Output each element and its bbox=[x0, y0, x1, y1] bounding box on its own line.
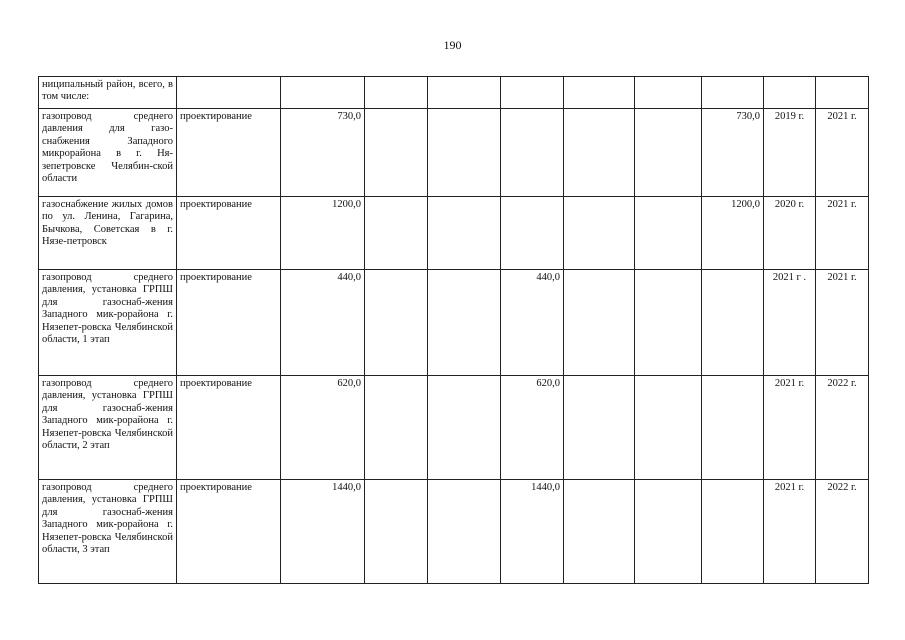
col-2023 bbox=[635, 376, 702, 480]
stage: проектирование bbox=[177, 376, 281, 480]
col-2021 bbox=[501, 109, 564, 197]
table-row bbox=[39, 376, 869, 480]
col-other bbox=[702, 376, 764, 480]
col-2019 bbox=[365, 376, 428, 480]
col-2021: 1440,0 bbox=[501, 480, 564, 584]
table-row bbox=[39, 197, 869, 270]
col-2022 bbox=[564, 197, 635, 270]
col-2022 bbox=[564, 77, 635, 109]
stage: проектирование bbox=[177, 109, 281, 197]
col-2020 bbox=[428, 109, 501, 197]
start-year: 2021 г . bbox=[764, 270, 816, 376]
object-name: газопровод среднего давления, установка ГРПШ для газоснаб-жения Западного мик-рорайона г. Нязепет-ровска Челябинской области, 1 этап bbox=[39, 270, 177, 376]
col-other bbox=[702, 270, 764, 376]
col-2020 bbox=[428, 270, 501, 376]
end-year: 2021 г. bbox=[816, 197, 869, 270]
page-number: 190 bbox=[443, 38, 462, 52]
col-2020 bbox=[428, 480, 501, 584]
total: 620,0 bbox=[281, 376, 365, 480]
end-year: 2022 г. bbox=[816, 480, 869, 584]
total: 730,0 bbox=[281, 109, 365, 197]
start-year: 2019 г. bbox=[764, 109, 816, 197]
col-2019 bbox=[365, 109, 428, 197]
total: 1440,0 bbox=[281, 480, 365, 584]
object-name: газопровод среднего давления, установка ГРПШ для газоснаб-жения Западного мик-рорайона г. Нязепет-ровска Челябинской области, 2 этап bbox=[39, 376, 177, 480]
col-2022 bbox=[564, 480, 635, 584]
col-2021: 440,0 bbox=[501, 270, 564, 376]
table-row bbox=[39, 270, 869, 376]
table-row bbox=[39, 77, 869, 109]
col-2020 bbox=[428, 376, 501, 480]
object-name: ниципальный район, всего, в том числе: bbox=[39, 77, 177, 109]
col-2019 bbox=[365, 270, 428, 376]
stage: проектирование bbox=[177, 197, 281, 270]
investment-table bbox=[38, 76, 869, 584]
col-other bbox=[702, 77, 764, 109]
col-other: 1200,0 bbox=[702, 197, 764, 270]
col-2023 bbox=[635, 77, 702, 109]
end-year: 2021 г. bbox=[816, 109, 869, 197]
end-year bbox=[816, 77, 869, 109]
col-2021: 620,0 bbox=[501, 376, 564, 480]
object-name: газопровод среднего давления, установка ГРПШ для газоснаб-жения Западного мик-рорайона г. Нязепет-ровска Челябинской области, 3 этап bbox=[39, 480, 177, 584]
end-year: 2021 г. bbox=[816, 270, 869, 376]
col-2020 bbox=[428, 77, 501, 109]
col-2022 bbox=[564, 270, 635, 376]
total bbox=[281, 77, 365, 109]
total: 1200,0 bbox=[281, 197, 365, 270]
object-name: газопровод среднего давления для газо-снабжения Западного микрорайона в г. Ня-зепетровске Челябин-ской области bbox=[39, 109, 177, 197]
col-2019 bbox=[365, 77, 428, 109]
col-2023 bbox=[635, 197, 702, 270]
total: 440,0 bbox=[281, 270, 365, 376]
col-2019 bbox=[365, 480, 428, 584]
col-other: 730,0 bbox=[702, 109, 764, 197]
start-year: 2020 г. bbox=[764, 197, 816, 270]
col-2022 bbox=[564, 376, 635, 480]
col-2019 bbox=[365, 197, 428, 270]
start-year bbox=[764, 77, 816, 109]
col-2022 bbox=[564, 109, 635, 197]
col-2021 bbox=[501, 77, 564, 109]
stage: проектирование bbox=[177, 270, 281, 376]
table-body bbox=[39, 77, 869, 584]
end-year: 2022 г. bbox=[816, 376, 869, 480]
col-2020 bbox=[428, 197, 501, 270]
col-2021 bbox=[501, 197, 564, 270]
stage bbox=[177, 77, 281, 109]
col-2023 bbox=[635, 480, 702, 584]
table-row bbox=[39, 480, 869, 584]
col-other bbox=[702, 480, 764, 584]
start-year: 2021 г. bbox=[764, 376, 816, 480]
start-year: 2021 г. bbox=[764, 480, 816, 584]
col-2023 bbox=[635, 109, 702, 197]
object-name: газоснабжение жилых домов по ул. Ленина, Гагарина, Бычкова, Советская в г. Нязе-петровск bbox=[39, 197, 177, 270]
stage: проектирование bbox=[177, 480, 281, 584]
col-2023 bbox=[635, 270, 702, 376]
table-row bbox=[39, 109, 869, 197]
